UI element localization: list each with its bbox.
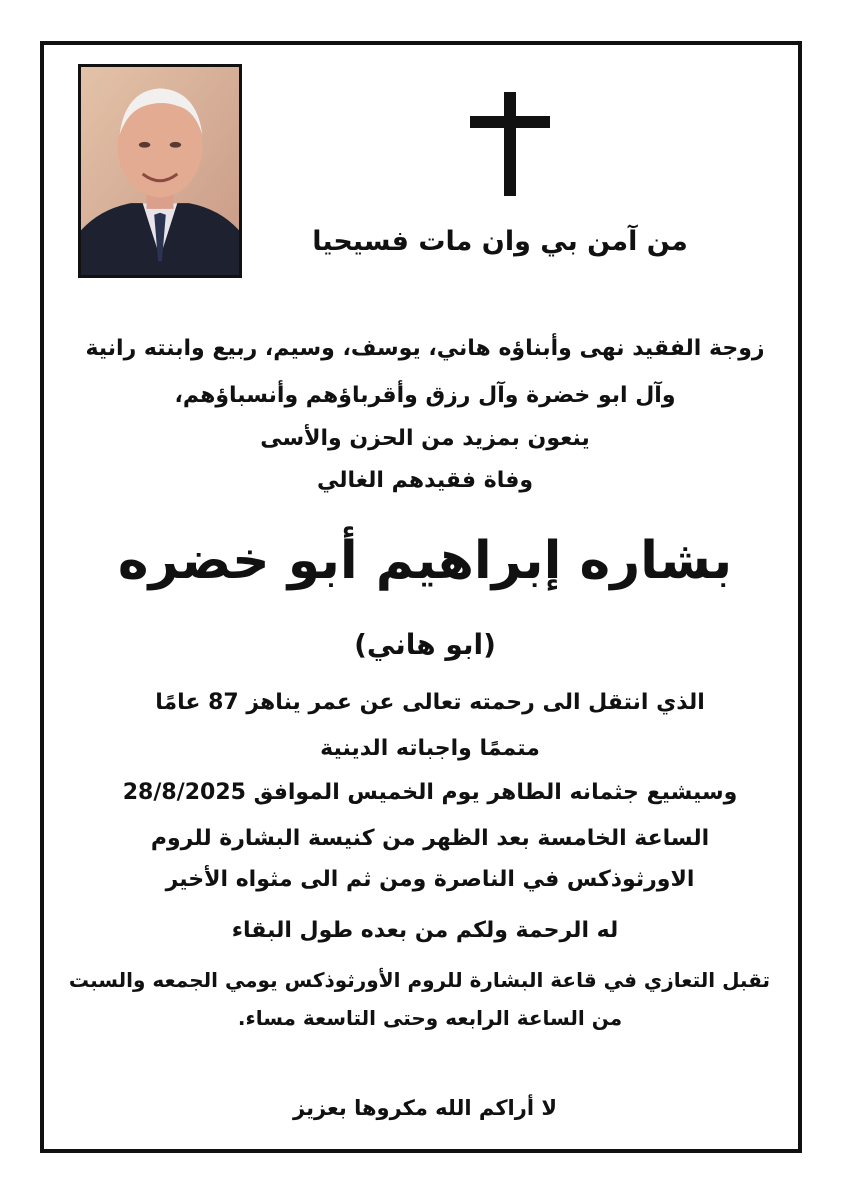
condolences-line: تقبل التعازي في قاعة البشارة للروم الأورثوذكس يومي الجمعه والسبت — [68, 968, 770, 992]
deceased-nickname: (ابو هاني) — [354, 628, 496, 661]
mercy-line: له الرحمة ولكم من بعده طول البقاء — [231, 918, 619, 943]
scripture-verse: من آمن بي وان مات فسيحيا — [312, 226, 688, 257]
family-line: وآل ابو خضرة وآل رزق وأقرباؤهم وأنسباؤهم، — [174, 383, 676, 408]
details-line: الذي انتقل الى رحمته تعالى عن عمر يناهز 87 عامًا — [155, 690, 705, 715]
details-line: وسيشيع جثمانه الطاهر يوم الخميس الموافق 28/8/2025 — [122, 780, 738, 805]
details-line: متممًا واجباته الدينية — [320, 736, 540, 761]
deceased-name: بشاره إبراهيم أبو خضره — [117, 531, 733, 591]
deceased-portrait — [78, 64, 242, 278]
family-line: وفاة فقيدهم الغالي — [316, 468, 534, 493]
details-line: الساعة الخامسة بعد الظهر من كنيسة البشارة للروم — [150, 826, 710, 851]
closing-line: لا أراكم الله مكروها بعزيز — [293, 1096, 557, 1120]
details-line: الاورثوذكس في الناصرة ومن ثم الى مثواه الأخير — [165, 867, 695, 892]
family-line: ينعون بمزيد من الحزن والأسى — [260, 426, 590, 451]
cross-icon — [470, 92, 550, 196]
condolences-line: من الساعة الرابعه وحتى التاسعة مساء. — [237, 1006, 623, 1030]
family-line: زوجة الفقيد نهى وأبناؤه هاني، يوسف، وسيم، ربيع وابنته رانية — [85, 336, 765, 361]
portrait-image — [81, 67, 239, 275]
